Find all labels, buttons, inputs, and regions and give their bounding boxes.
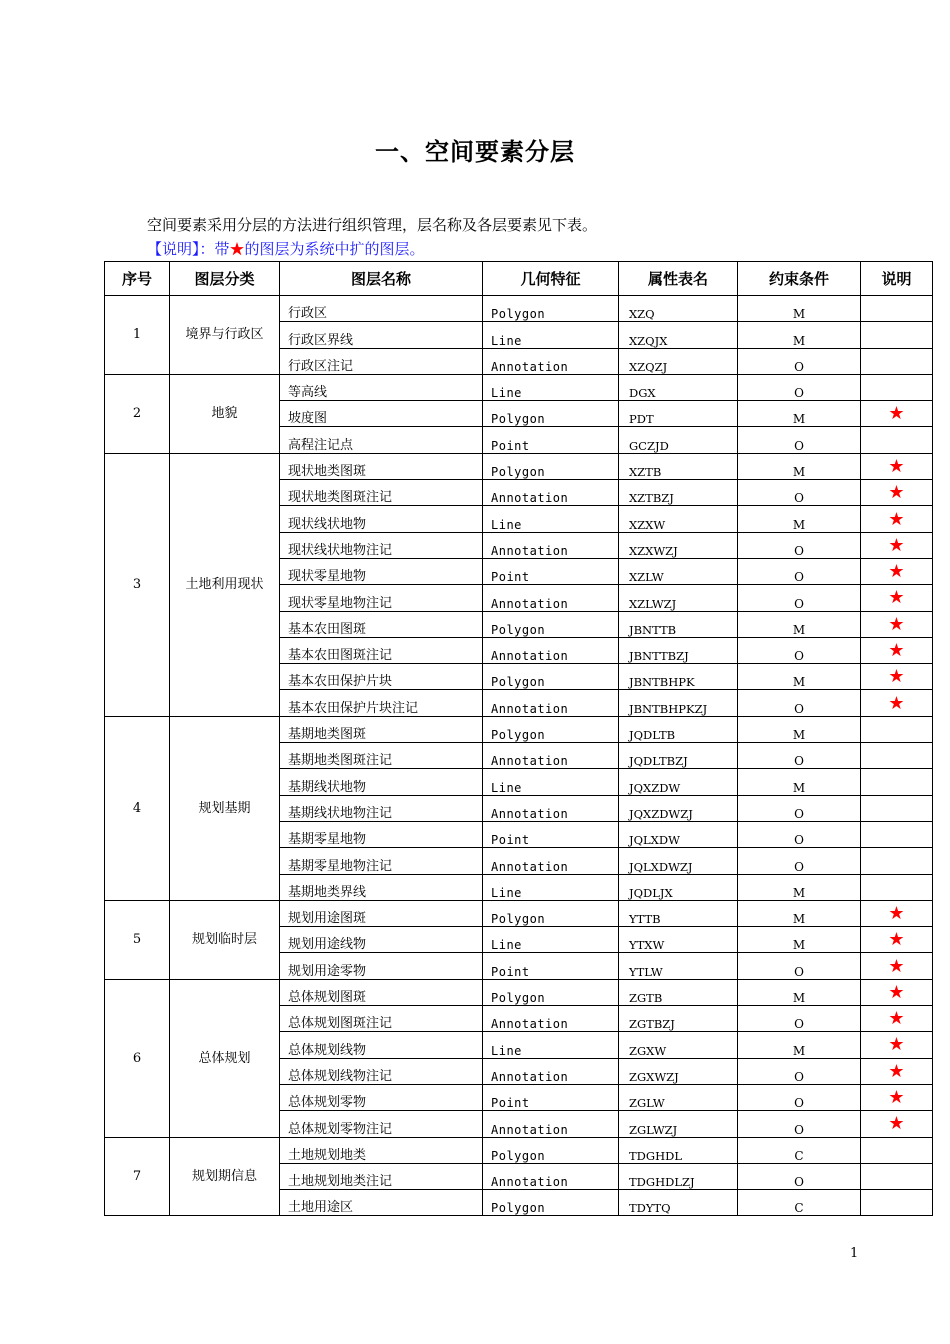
table-row: [105, 296, 933, 322]
constraint-code: O: [738, 480, 861, 506]
group-category: 地貌: [170, 374, 280, 453]
table-row: [105, 374, 933, 400]
geometry-type: Polygon: [483, 401, 619, 427]
star-icon: ★: [861, 401, 933, 427]
layer-name: 现状地类图斑: [280, 453, 483, 479]
layer-name: 基期线状地物: [280, 769, 483, 795]
remark-cell: [861, 743, 933, 769]
remark-cell: [861, 427, 933, 453]
attribute-table-name: ZGTBZJ: [619, 1006, 738, 1032]
attribute-table-name: XZXW: [619, 506, 738, 532]
group-seq: 7: [105, 1137, 170, 1216]
table-row: [105, 900, 933, 926]
header-remark: 说明: [861, 262, 933, 296]
page-title: 一、空间要素分层: [375, 138, 575, 166]
geometry-type: Annotation: [483, 348, 619, 374]
constraint-code: O: [738, 848, 861, 874]
attribute-table-name: ZGXW: [619, 1032, 738, 1058]
constraint-code: O: [738, 637, 861, 663]
layer-name: 总体规划图斑注记: [280, 1006, 483, 1032]
attribute-table-name: JQXZDW: [619, 769, 738, 795]
header-category: 图层分类: [170, 262, 280, 296]
star-icon: ★: [861, 1032, 933, 1058]
attribute-table-name: XZQ: [619, 296, 738, 322]
remark-cell: [861, 874, 933, 900]
layer-name: 土地规划地类: [280, 1137, 483, 1163]
remark-cell: [861, 716, 933, 742]
attribute-table-name: JQDLTBZJ: [619, 743, 738, 769]
geometry-type: Line: [483, 374, 619, 400]
layer-name: 行政区: [280, 296, 483, 322]
geometry-type: Line: [483, 874, 619, 900]
geometry-type: Line: [483, 927, 619, 953]
attribute-table-name: YTXW: [619, 927, 738, 953]
constraint-code: M: [738, 874, 861, 900]
star-icon: ★: [861, 558, 933, 584]
constraint-code: C: [738, 1190, 861, 1216]
constraint-code: M: [738, 322, 861, 348]
group-seq: 6: [105, 979, 170, 1137]
layer-name: 基期地类图斑: [280, 716, 483, 742]
star-icon: ★: [861, 690, 933, 716]
attribute-table-name: ZGLWZJ: [619, 1111, 738, 1137]
attribute-table-name: JQDLTB: [619, 716, 738, 742]
layer-name: 基期地类界线: [280, 874, 483, 900]
attribute-table-name: ZGLW: [619, 1084, 738, 1110]
group-category: 土地利用现状: [170, 453, 280, 716]
geometry-type: Annotation: [483, 480, 619, 506]
geometry-type: Annotation: [483, 1006, 619, 1032]
constraint-code: O: [738, 1084, 861, 1110]
remark-cell: [861, 848, 933, 874]
constraint-code: O: [738, 348, 861, 374]
constraint-code: M: [738, 769, 861, 795]
group-category: 境界与行政区: [170, 296, 280, 375]
layer-name: 现状线状地物: [280, 506, 483, 532]
attribute-table-name: XZLW: [619, 558, 738, 584]
constraint-code: O: [738, 743, 861, 769]
legend-note: [147, 238, 425, 259]
group-category: 规划基期: [170, 716, 280, 900]
header-attribute-table: 属性表名: [619, 262, 738, 296]
constraint-code: O: [738, 1058, 861, 1084]
star-icon: ★: [861, 611, 933, 637]
remark-cell: [861, 1190, 933, 1216]
geometry-type: Annotation: [483, 1163, 619, 1189]
remark-cell: [861, 1137, 933, 1163]
layer-name: 行政区界线: [280, 322, 483, 348]
layer-name: 行政区注记: [280, 348, 483, 374]
geometry-type: Annotation: [483, 585, 619, 611]
attribute-table-name: JBNTTBZJ: [619, 637, 738, 663]
constraint-code: M: [738, 296, 861, 322]
attribute-table-name: TDGHDLZJ: [619, 1163, 738, 1189]
layer-name: 现状零星地物注记: [280, 585, 483, 611]
geometry-type: Polygon: [483, 453, 619, 479]
star-icon: ★: [861, 953, 933, 979]
geometry-type: Point: [483, 953, 619, 979]
geometry-type: Annotation: [483, 637, 619, 663]
constraint-code: O: [738, 427, 861, 453]
star-icon: ★: [861, 453, 933, 479]
attribute-table-name: XZTBZJ: [619, 480, 738, 506]
remark-cell: [861, 769, 933, 795]
attribute-table-name: XZQJX: [619, 322, 738, 348]
group-category: 总体规划: [170, 979, 280, 1137]
group-category: 规划临时层: [170, 900, 280, 979]
group-category: 规划期信息: [170, 1137, 280, 1216]
layer-name: 总体规划线物: [280, 1032, 483, 1058]
star-icon: ★: [229, 240, 245, 258]
constraint-code: O: [738, 1111, 861, 1137]
geometry-type: Line: [483, 1032, 619, 1058]
attribute-table-name: JQLXDWZJ: [619, 848, 738, 874]
header-geometry: 几何特征: [483, 262, 619, 296]
table-row: [105, 716, 933, 742]
constraint-code: M: [738, 401, 861, 427]
remark-cell: [861, 348, 933, 374]
layer-name: 规划用途零物: [280, 953, 483, 979]
layer-name: 基本农田保护片块: [280, 664, 483, 690]
layer-name: 规划用途线物: [280, 927, 483, 953]
table-row: [105, 1137, 933, 1163]
header-layer-name: 图层名称: [280, 262, 483, 296]
constraint-code: M: [738, 1032, 861, 1058]
attribute-table-name: TDGHDL: [619, 1137, 738, 1163]
geometry-type: Polygon: [483, 611, 619, 637]
layer-name: 基本农田图斑: [280, 611, 483, 637]
layer-name: 高程注记点: [280, 427, 483, 453]
remark-cell: [861, 795, 933, 821]
constraint-code: O: [738, 821, 861, 847]
remark-cell: [861, 296, 933, 322]
geometry-type: Polygon: [483, 900, 619, 926]
attribute-table-name: JQLXDW: [619, 821, 738, 847]
layer-name: 现状零星地物: [280, 558, 483, 584]
geometry-type: Line: [483, 769, 619, 795]
star-icon: ★: [861, 1111, 933, 1137]
header-constraint: 约束条件: [738, 262, 861, 296]
group-seq: 3: [105, 453, 170, 716]
geometry-type: Point: [483, 821, 619, 847]
geometry-type: Line: [483, 322, 619, 348]
geometry-type: Point: [483, 427, 619, 453]
attribute-table-name: XZQZJ: [619, 348, 738, 374]
geometry-type: Annotation: [483, 1111, 619, 1137]
group-seq: 5: [105, 900, 170, 979]
attribute-table-name: YTLW: [619, 953, 738, 979]
constraint-code: M: [738, 506, 861, 532]
star-icon: ★: [861, 1006, 933, 1032]
group-seq: 1: [105, 296, 170, 375]
layer-name: 坡度图: [280, 401, 483, 427]
star-icon: ★: [861, 585, 933, 611]
remark-cell: [861, 1163, 933, 1189]
note-prefix: 【说明】：带: [147, 240, 230, 258]
geometry-type: Annotation: [483, 690, 619, 716]
star-icon: ★: [861, 1084, 933, 1110]
star-icon: ★: [861, 532, 933, 558]
geometry-type: Polygon: [483, 1137, 619, 1163]
star-icon: ★: [861, 664, 933, 690]
geometry-type: Annotation: [483, 848, 619, 874]
table-body: [105, 296, 933, 1216]
star-icon: ★: [861, 900, 933, 926]
attribute-table-name: YTTB: [619, 900, 738, 926]
table-row: [105, 979, 933, 1005]
constraint-code: O: [738, 585, 861, 611]
constraint-code: O: [738, 1006, 861, 1032]
constraint-code: O: [738, 558, 861, 584]
attribute-table-name: XZTB: [619, 453, 738, 479]
attribute-table-name: JQXZDWZJ: [619, 795, 738, 821]
constraint-code: O: [738, 532, 861, 558]
remark-cell: [861, 821, 933, 847]
layer-table: [104, 261, 933, 1216]
attribute-table-name: JBNTTB: [619, 611, 738, 637]
geometry-type: Annotation: [483, 532, 619, 558]
star-icon: ★: [861, 480, 933, 506]
layer-name: 土地用途区: [280, 1190, 483, 1216]
remark-cell: [861, 322, 933, 348]
constraint-code: O: [738, 1163, 861, 1189]
constraint-code: O: [738, 690, 861, 716]
layer-name: 土地规划地类注记: [280, 1163, 483, 1189]
constraint-code: O: [738, 953, 861, 979]
geometry-type: Polygon: [483, 716, 619, 742]
table-row: [105, 453, 933, 479]
constraint-code: M: [738, 716, 861, 742]
star-icon: ★: [861, 1058, 933, 1084]
star-icon: ★: [861, 637, 933, 663]
star-icon: ★: [861, 506, 933, 532]
layer-name: 等高线: [280, 374, 483, 400]
geometry-type: Point: [483, 1084, 619, 1110]
layer-name: 总体规划零物: [280, 1084, 483, 1110]
layer-name: 基期零星地物: [280, 821, 483, 847]
geometry-type: Annotation: [483, 743, 619, 769]
table-header-row: [105, 262, 933, 296]
group-seq: 2: [105, 374, 170, 453]
attribute-table-name: ZGXWZJ: [619, 1058, 738, 1084]
remark-cell: [861, 374, 933, 400]
geometry-type: Annotation: [483, 1058, 619, 1084]
group-seq: 4: [105, 716, 170, 900]
geometry-type: Point: [483, 558, 619, 584]
attribute-table-name: DGX: [619, 374, 738, 400]
constraint-code: M: [738, 611, 861, 637]
constraint-code: C: [738, 1137, 861, 1163]
geometry-type: Annotation: [483, 795, 619, 821]
attribute-table-name: JQDLJX: [619, 874, 738, 900]
layer-name: 基本农田保护片块注记: [280, 690, 483, 716]
constraint-code: M: [738, 900, 861, 926]
page-number: 1: [850, 1246, 859, 1261]
attribute-table-name: TDYTQ: [619, 1190, 738, 1216]
constraint-code: M: [738, 453, 861, 479]
attribute-table-name: XZXWZJ: [619, 532, 738, 558]
constraint-code: M: [738, 979, 861, 1005]
note-suffix: 的图层为系统中扩的图层。: [244, 240, 425, 258]
layer-name: 现状地类图斑注记: [280, 480, 483, 506]
star-icon: ★: [861, 979, 933, 1005]
layer-name: 总体规划图斑: [280, 979, 483, 1005]
star-icon: ★: [861, 927, 933, 953]
constraint-code: M: [738, 664, 861, 690]
attribute-table-name: PDT: [619, 401, 738, 427]
geometry-type: Polygon: [483, 1190, 619, 1216]
layer-name: 总体规划线物注记: [280, 1058, 483, 1084]
attribute-table-name: JBNTBHPK: [619, 664, 738, 690]
attribute-table-name: ZGTB: [619, 979, 738, 1005]
layer-name: 基期线状地物注记: [280, 795, 483, 821]
geometry-type: Polygon: [483, 296, 619, 322]
intro-paragraph: 空间要素采用分层的方法进行组织管理，层名称及各层要素见下表。: [147, 216, 598, 234]
constraint-code: O: [738, 795, 861, 821]
geometry-type: Polygon: [483, 664, 619, 690]
header-seq: 序号: [105, 262, 170, 296]
layer-name: 现状线状地物注记: [280, 532, 483, 558]
layer-name: 基期地类图斑注记: [280, 743, 483, 769]
constraint-code: O: [738, 374, 861, 400]
attribute-table-name: JBNTBHPKZJ: [619, 690, 738, 716]
constraint-code: M: [738, 927, 861, 953]
attribute-table-name: GCZJD: [619, 427, 738, 453]
layer-name: 总体规划零物注记: [280, 1111, 483, 1137]
geometry-type: Line: [483, 506, 619, 532]
attribute-table-name: XZLWZJ: [619, 585, 738, 611]
layer-name: 基期零星地物注记: [280, 848, 483, 874]
geometry-type: Polygon: [483, 979, 619, 1005]
layer-name: 基本农田图斑注记: [280, 637, 483, 663]
layer-name: 规划用途图斑: [280, 900, 483, 926]
